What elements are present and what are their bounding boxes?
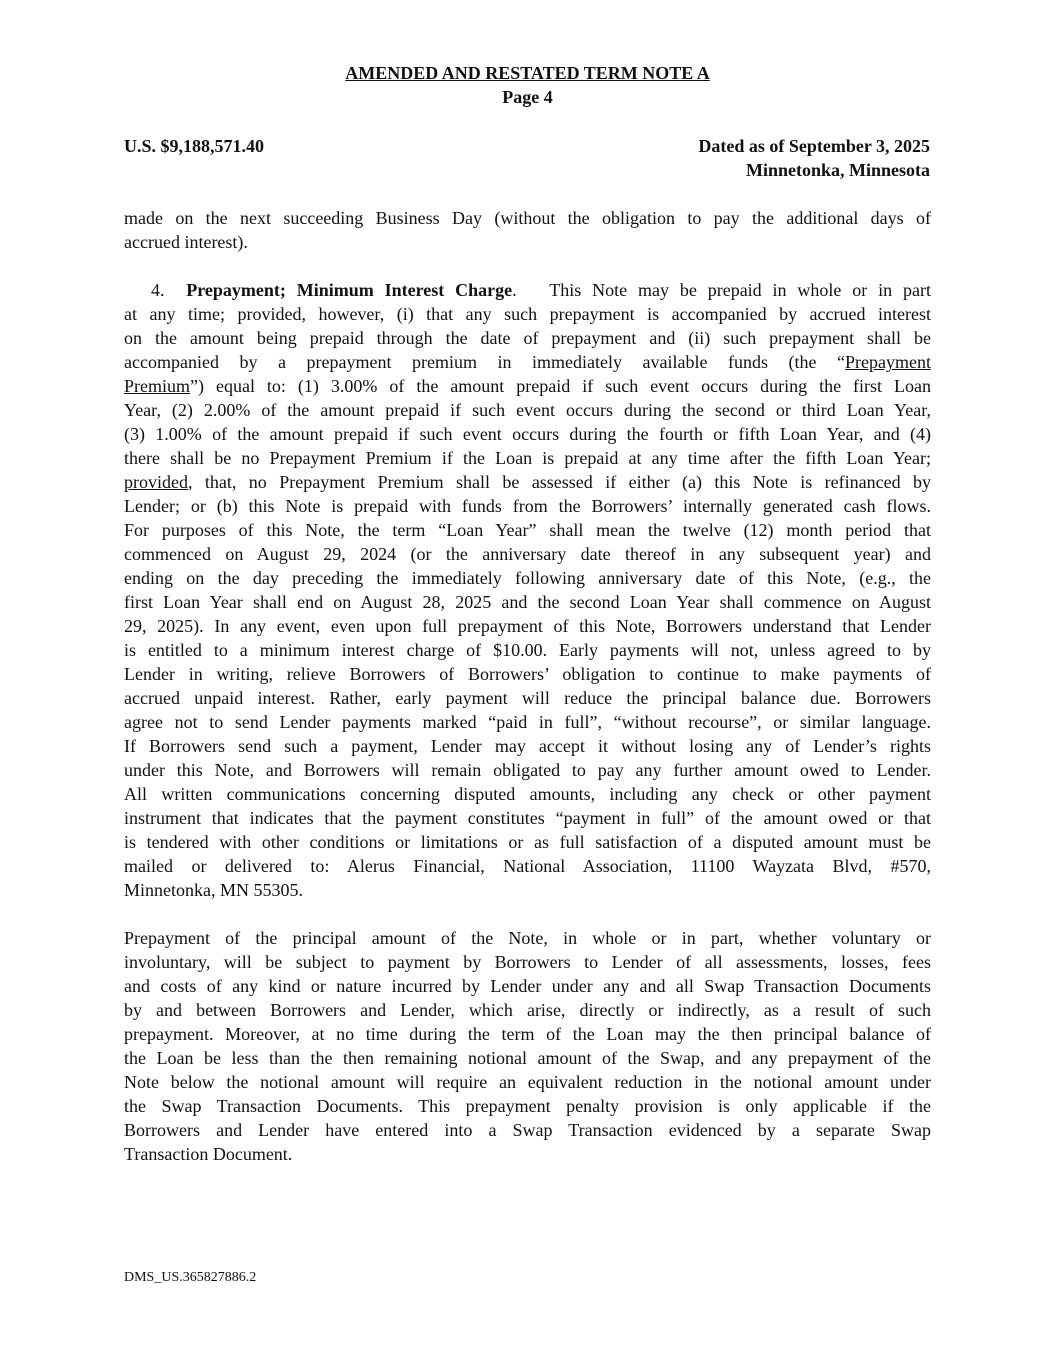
text-line (124, 471, 931, 493)
text-line: Year, (2) 2.00% of the amount prepaid if such event occurs during the second or third Loan Year, (124, 400, 931, 420)
text-line: Prepayment of the principal amount of the Note, in whole or in part, whether voluntary or (124, 928, 931, 948)
text-line: the Swap Transaction Documents. This prepayment penalty provision is only applicable if the (124, 1096, 931, 1116)
section-number: 4. (151, 280, 165, 300)
page-label: Page 4 (502, 87, 553, 107)
text-line: the Loan be less than the then remaining notional amount of the Swap, and any prepayment of the (124, 1048, 931, 1068)
text-line: 29, 2025). In any event, even upon full prepayment of this Note, Borrowers understand that Lender (124, 616, 931, 636)
text-line: on the amount being prepaid through the date of prepayment and (ii) such prepayment shall be (124, 328, 931, 348)
note-place: Minnetonka, Minnesota (745, 160, 930, 180)
note-amount: U.S. $9,188,571.40 (124, 136, 265, 156)
text-line: Minnetonka, MN 55305. (124, 880, 303, 900)
defined-term-premium: Premium (124, 376, 190, 396)
text-line: at any time; provided, however, (i) that any such prepayment is accompanied by accrued interest (124, 304, 931, 324)
text-segment: accompanied by a prepayment premium in immediately available funds (the “ (124, 352, 846, 372)
text-line: first Loan Year shall end on August 28, 2025 and the second Loan Year shall commence on August (124, 592, 931, 612)
text-line: Transaction Document. (124, 1144, 293, 1164)
text-line: made on the next succeeding Business Day (without the obligation to pay the additional days of (124, 208, 931, 228)
text-line: is entitled to a minimum interest charge of $10.00. Early payments will not, unless agreed to by (124, 640, 931, 660)
section-heading: Prepayment; Minimum Interest Charge (186, 280, 513, 300)
text-line: Note below the notional amount will require an equivalent reduction in the notional amount under (124, 1072, 931, 1092)
text-line: by and between Borrowers and Lender, which arise, directly or indirectly, as a result of such (124, 1000, 931, 1020)
text-line: For purposes of this Note, the term “Loan Year” shall mean the twelve (12) month period that (124, 520, 931, 540)
text-line: instrument that indicates that the payment constitutes “payment in full” of the amount owed or that (124, 808, 931, 828)
text-segment: , that, no Prepayment Premium shall be assessed if either (a) this Note is refinanced by (187, 472, 931, 492)
text-line: accrued unpaid interest. Rather, early payment will reduce the principal balance due. Borrowers (124, 688, 931, 708)
text-line: Lender; or (b) this Note is prepaid with funds from the Borrowers’ internally generated cash flows. (124, 496, 931, 516)
document-title: AMENDED AND RESTATED TERM NOTE A (345, 63, 710, 83)
text-line (124, 375, 931, 397)
text-line (124, 351, 931, 373)
heading-period: . (512, 280, 517, 300)
document-id-footer: DMS_US.365827886.2 (124, 1270, 257, 1285)
text-line: under this Note, and Borrowers will remain obligated to pay any further amount owed to Lender. (124, 760, 931, 780)
text-line: commenced on August 29, 2024 (or the anniversary date thereof in any subsequent year) and (124, 544, 931, 564)
section-4-heading-line (151, 279, 931, 301)
text-line: accrued interest). (124, 232, 248, 252)
text-line: Borrowers and Lender have entered into a Swap Transaction evidenced by a separate Swap (124, 1120, 931, 1140)
text-line: All written communications concerning disputed amounts, including any check or other payment (124, 784, 931, 804)
section-text: This Note may be prepaid in whole or in part (549, 280, 932, 300)
text-line: ending on the day preceding the immediately following anniversary date of this Note, (e.g., the (124, 568, 931, 588)
defined-term-prepayment: Prepayment (845, 352, 931, 372)
text-line: If Borrowers send such a payment, Lender may accept it without losing any of Lender’s rights (124, 736, 931, 756)
text-line: agree not to send Lender payments marked “paid in full”, “without recourse”, or similar language. (124, 712, 931, 732)
text-line: involuntary, will be subject to payment by Borrowers to Lender of all assessments, losses, fees (124, 952, 931, 972)
provided-term: provided (124, 472, 188, 492)
text-segment: ”) equal to: (1) 3.00% of the amount prepaid if such event occurs during the first Loan (190, 376, 931, 396)
text-line: mailed or delivered to: Alerus Financial, National Association, 11100 Wayzata Blvd, #570, (124, 856, 931, 876)
note-date: Dated as of September 3, 2025 (698, 136, 930, 156)
text-line: and costs of any kind or nature incurred by Lender under any and all Swap Transaction Documents (124, 976, 931, 996)
text-line: prepayment. Moreover, at no time during the term of the Loan may the then principal balance of (124, 1024, 931, 1044)
text-line: there shall be no Prepayment Premium if the Loan is prepaid at any time after the fifth Loan Year; (124, 448, 931, 468)
text-line: Lender in writing, relieve Borrowers of Borrowers’ obligation to continue to make payments of (124, 664, 931, 684)
text-line: is tendered with other conditions or limitations or as full satisfaction of a disputed amount must be (124, 832, 931, 852)
text-line: (3) 1.00% of the amount prepaid if such event occurs during the fourth or fifth Loan Year, and (4) (124, 424, 931, 444)
